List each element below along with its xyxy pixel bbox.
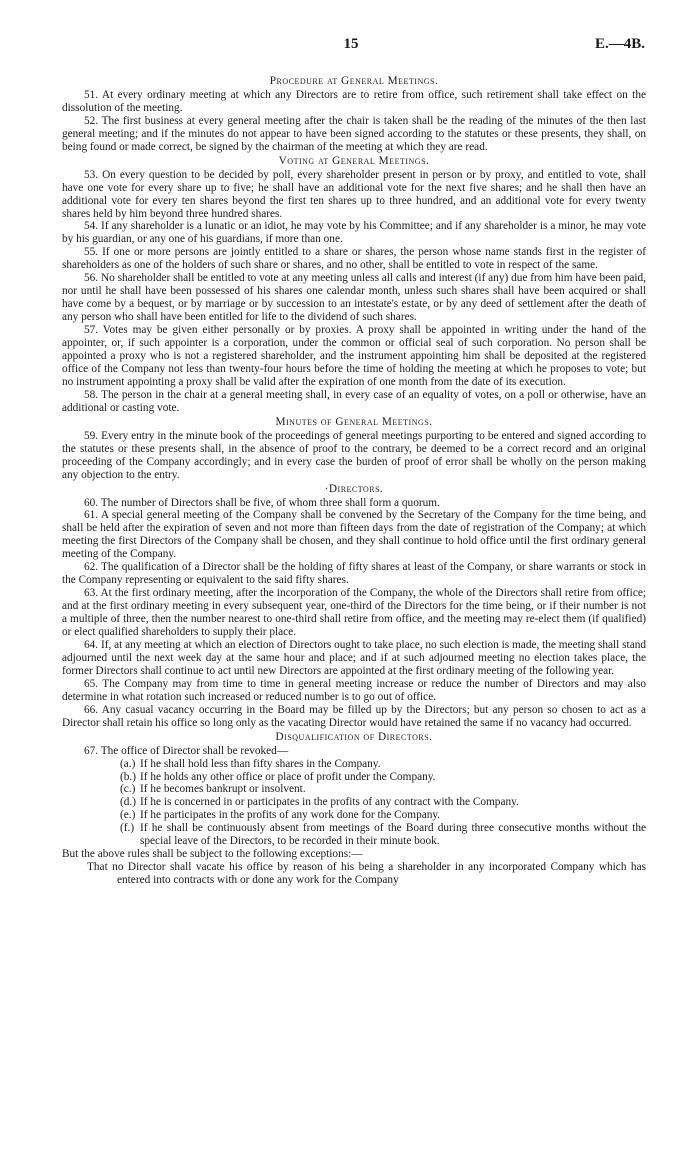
- page-number: 15: [343, 36, 359, 52]
- paragraph-53: 53. On every question to be decided by poll, every shareholder present in person or by proxy, and entitled to vote, shall have one vote for every share up to five; he shall have an additional vote for the next five shares; and he shall then have an additional vote for every ten shares beyond the first ten shares up to three hundred, and an additional vote for every twenty shares held by him beyond three hundred shares.: [62, 168, 646, 220]
- paragraph-54: 54. If any shareholder is a lunatic or an idiot, he may vote by his Committee; and if any shareholder is a minor, he may vote by his guardian, or any one of his guardians, if more than one.: [62, 220, 646, 246]
- paragraph-65: 65. The Company may from time to time in general meeting increase or reduce the number of Directors and may also determine in what rotation such increased or reduced number is to go out of office.: [62, 677, 646, 703]
- list-item-text: If he participates in the profits of any work done for the Company.: [140, 809, 441, 822]
- section-heading-directors: ·Directors.: [324, 482, 384, 495]
- paragraph-61: 61. A special general meeting of the Company shall be convened by the Secretary of the Company for the time being, and shall be held after the expiration of seven and not more than fifteen days from the date of registration of the Company; at which meeting the first Directors of the Company shall be chosen, and they shall continue to hold office until the first ordinary general meeting of the Company.: [62, 509, 646, 561]
- list-item: [62, 822, 646, 848]
- list-marker: (c.): [120, 783, 136, 796]
- revocation-list: [62, 758, 646, 849]
- exceptions-intro: But the above rules shall be subject to the following exceptions:—: [62, 848, 363, 861]
- paragraph-51: 51. At every ordinary meeting at which any Directors are to retire from office, such retirement shall take effect on the dissolution of the meeting.: [62, 88, 646, 114]
- exception-1: That no Director shall vacate his office by reason of his being a shareholder in any incorporated Company which has entered into contracts with or done any work for the Company: [87, 861, 646, 887]
- paragraph-55: 55. If one or more persons are jointly entitled to a share or shares, the person whose name stands first in the register of shareholders as one of the holders of such share or shares, and no other, shall be entitled to vote in respect of the same.: [62, 246, 646, 272]
- section-heading-procedure: Procedure at General Meetings.: [269, 75, 439, 87]
- list-marker: (e.): [120, 809, 136, 822]
- list-marker: (b.): [120, 770, 136, 783]
- list-item-text: If he is concerned in or participates in the profits of any contract with the Company.: [140, 796, 519, 809]
- list-marker: (d.): [120, 796, 136, 809]
- list-item-text: If he shall hold less than fifty shares in the Company.: [140, 757, 381, 770]
- paragraph-59: 59. Every entry in the minute book of the proceedings of general meetings purporting to be entered and signed according to the statutes or these presents shall, in the absence of proof to the contrary, be deemed to be a correct record and an original proceeding of the Company accordingly; and in every case the burden of proof of error shall be wholly on the person making any objection to the entry.: [62, 429, 646, 481]
- paragraph-64: 64. If, at any meeting at which an election of Directors ought to take place, no such election is made, the meeting shall stand adjourned until the next week day at the same hour and place; and if at such adjourned meeting no election takes place, the former Directors shall continue to act until new Directors are appointed at the first ordinary meeting of the following year.: [62, 638, 646, 677]
- paragraph-58: 58. The person in the chair at a general meeting shall, in every case of an equality of votes, on a poll or otherwise, have an additional or casting vote.: [62, 388, 646, 414]
- list-item: [62, 783, 646, 796]
- list-marker: (a.): [120, 757, 136, 770]
- paragraph-56: 56. No shareholder shall be entitled to vote at any meeting unless all calls and interest (if any) due from him have been paid, nor until he shall have been possessed of his shares one calendar month, unless such shares shall have been acquired or shall have come by a bequest, or by marriage or by succession to an intestate's estate, or by any deed of settlement after the death of any person who shall have been entitled for life to the dividend of such shares.: [62, 272, 646, 324]
- document-body: [62, 74, 646, 887]
- paragraph-57: 57. Votes may be given either personally or by proxies. A proxy shall be appointed in writing under the hand of the appointer, or, if such appointer is a corporation, under the common or official seal of such corporation. No person shall be appointed a proxy who is not a registered shareholder, and the instrument appointing him shall be deposited at the registered office of the Company not less than twenty-four hours before the time of holding the meeting at which he proposes to vote; but no instrument appointing a proxy shall be valid after the expiration of one month from the date of its execution.: [62, 324, 646, 388]
- list-item: [62, 809, 646, 822]
- section-heading-minutes: Minutes of General Meetings.: [275, 415, 433, 428]
- paragraph-62: 62. The qualification of a Director shall be the holding of fifty shares at least of the Company, or share warrants or stock in the Company representing or equivalent to the said fifty shares.: [62, 561, 646, 587]
- document-reference: E.—4B.: [594, 36, 645, 52]
- section-heading-voting: Voting at General Meetings.: [278, 154, 430, 167]
- list-item: [62, 771, 646, 784]
- section-heading-disqualification: Disqualification of Directors.: [275, 730, 433, 743]
- list-item-text: If he shall be continuously absent from meetings of the Board during three consecutive months without the special leave of the Directors, to be recorded in their minute book.: [140, 822, 646, 848]
- paragraph-66: 66. Any casual vacancy occurring in the Board may be filled up by the Directors; but any person so chosen to act as a Director shall retain his office so long only as the vacating Director would have retained the same if no vacancy had occurred.: [62, 703, 646, 729]
- paragraph-52: 52. The first business at every general meeting after the chair is taken shall be the reading of the minutes of the then last general meeting; and if the minutes do not appear to have been signed according to the statutes or these presents, they shall, on being found or made correct, be signed by the chairman of the meeting at which they are read.: [62, 114, 646, 153]
- paragraph-67-intro: 67. The office of Director shall be revoked—: [84, 744, 289, 757]
- paragraph-60: 60. The number of Directors shall be five, of whom three shall form a quorum.: [84, 496, 440, 509]
- list-item: [62, 758, 646, 771]
- list-marker: (f.): [120, 822, 135, 835]
- list-item: [62, 796, 646, 809]
- list-item-text: If he holds any other office or place of profit under the Company.: [140, 770, 436, 783]
- list-item-text: If he becomes bankrupt or insolvent.: [140, 783, 306, 796]
- paragraph-63: 63. At the first ordinary meeting, after the incorporation of the Company, the whole of the Directors shall retire from office; and at the first ordinary meeting in every subsequent year, one-third of the Directors for the time being, or if their number is not a multiple of three, then the number nearest to one-third shall retire from office, and the meeting may re-elect them (if qualified) or elect qualified shareholders to supply their place.: [62, 587, 646, 639]
